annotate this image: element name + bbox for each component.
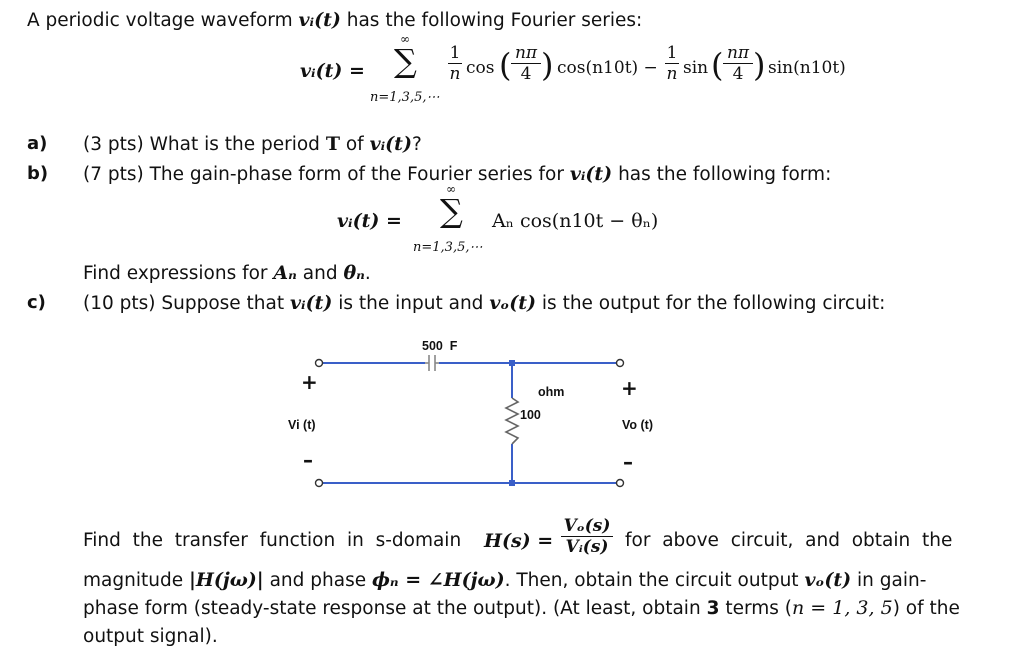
input-terminal-top (316, 360, 323, 367)
eq2-rhs: Aₙ cos(n10t − θₙ) (492, 210, 659, 232)
eq1-sin-term: sin(n10t) (768, 58, 846, 78)
eq1-sum-top: ∞ (400, 32, 410, 46)
output-signal-line: output signal). (83, 626, 218, 647)
eq1-frac2: 1 n (666, 43, 678, 84)
part-b-question: (7 pts) The gain-phase form of the Fourier series for vᵢ(t) has the following form: (83, 163, 832, 185)
junction-bottom (509, 480, 515, 486)
output-minus: – (623, 450, 633, 474)
intro-text: A periodic voltage waveform (27, 10, 293, 31)
eq1-sum-bottom: n=1,3,5,⋯ (370, 90, 440, 105)
output-terminal-top (617, 360, 624, 367)
eq1-cos-term: cos(n10t) − (557, 58, 658, 78)
intro-rest: has the following Fourier series: (346, 10, 643, 31)
input-minus: – (303, 448, 313, 472)
output-terminal-bottom (617, 480, 624, 487)
tf-fraction: Vₒ(s) Vᵢ(s) (561, 517, 613, 556)
tf-text-1: Find the transfer function in s-domain (83, 530, 462, 551)
part-c-label: c) (27, 292, 46, 313)
eq2-sigma: ∑ (440, 192, 463, 230)
output-label: Vo (t) (622, 418, 654, 432)
eq1-paren2-r: ) (753, 46, 766, 84)
eq2-sum-bottom: n=1,3,5,⋯ (413, 240, 483, 255)
intro-var: vᵢ(t) (298, 9, 341, 31)
output-plus: + (621, 376, 638, 400)
eq1-paren-l: ( (499, 46, 512, 84)
capacitor-symbol (425, 355, 439, 371)
eq1-arg2-frac: nπ 4 (723, 44, 753, 83)
eq1-paren2-l: ( (711, 46, 724, 84)
input-plus: + (301, 370, 318, 394)
input-terminal-bottom (316, 480, 323, 487)
eq1-frac1: 1 n (449, 43, 461, 84)
part-a-question: (3 pts) What is the period T of vᵢ(t)? (83, 133, 422, 155)
resistor-unit: ohm (538, 385, 565, 399)
tf-H: H(s) = (484, 530, 554, 552)
resistor-value: 100 (520, 408, 541, 422)
part-b-label: b) (27, 163, 49, 184)
capacitor-label: 500 F (422, 339, 458, 353)
input-label: Vi (t) (288, 418, 316, 432)
phase-form-line: phase form (steady-state response at the output). (At least, obtain 3 terms (n = 1, 3, 5) of the (83, 597, 960, 619)
part-c-question: (10 pts) Suppose that vᵢ(t) is the input and vₒ(t) is the output for the following circuit: (83, 292, 886, 314)
tf-text-2: for above circuit, and obtain the (625, 530, 953, 551)
eq1-sigma: ∑ (394, 42, 417, 80)
resistor-symbol (506, 398, 518, 444)
eq1-paren-r: ) (541, 46, 554, 84)
find-expressions: Find expressions for Aₙ and θₙ. (83, 262, 371, 284)
eq1-lhs: vᵢ(t) = (300, 60, 365, 82)
eq2-lhs: vᵢ(t) = (337, 210, 402, 232)
junction-top (509, 360, 515, 366)
eq1-cos-word: cos (466, 58, 495, 78)
intro-line (27, 9, 642, 31)
circuit-diagram (0, 330, 1024, 500)
eq1-arg-frac: nπ 4 (511, 44, 541, 83)
eq1-sin-word: sin (683, 58, 709, 78)
eq2-sum-top: ∞ (446, 182, 456, 196)
part-a-label: a) (27, 133, 48, 154)
magnitude-line: magnitude |H(jω)| and phase ϕₙ = ∠H(jω). Then, obtain the circuit output vₒ(t) in gain- (83, 569, 927, 591)
